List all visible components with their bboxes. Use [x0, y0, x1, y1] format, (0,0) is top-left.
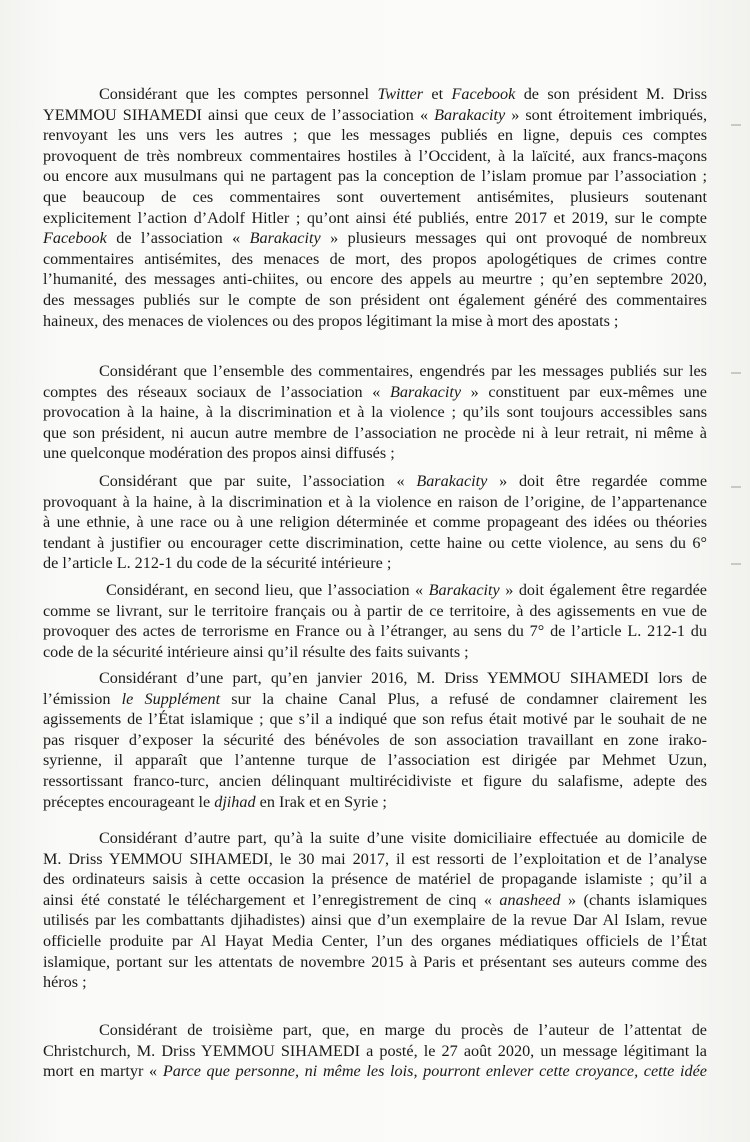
text-line: [43, 492, 707, 513]
text-line: [43, 750, 707, 771]
text-line: [43, 972, 707, 993]
text-run: explicitement l’action d’Adolf Hitler ; qu’ont ainsi été publiés, entre 2017 et 2019, sur le compte: [43, 208, 707, 227]
text-line: [43, 187, 707, 208]
text-run: et: [423, 85, 452, 103]
text-line: [43, 125, 707, 146]
italic-text: Barakacity: [390, 382, 462, 401]
text-line: [43, 730, 707, 751]
text-line: [43, 910, 707, 931]
text-run: que beaucoup de ces commentaires sont ouvertement antisémites, plusieurs soutenant: [43, 187, 707, 206]
text-run: Considérant que les comptes personnel: [99, 85, 378, 103]
text-line: [43, 828, 707, 849]
text-run: l’humanité, des messages anti-chiites, ou encore des appels au meurtre ; qu’en septembre 2020,: [43, 270, 707, 289]
text-line: [43, 269, 707, 290]
text-line: [43, 952, 707, 973]
italic-text: djihad: [214, 792, 256, 811]
paragraph-2: [43, 361, 707, 464]
text-line: [43, 601, 707, 622]
text-run: l’émission: [43, 689, 122, 708]
text-run: YEMMOU SIHAMEDI ainsi que ceux de l’association «: [43, 105, 435, 124]
text-run: pas risquer d’exposer la sécurité des bénévoles de son association travaillant en zone irako-: [43, 730, 707, 749]
text-line: [43, 512, 707, 533]
text-run: provoquer des actes de terrorisme en France ou à l’étranger, au sens du 7° de l’article L. 212-1 du: [43, 622, 707, 641]
text-run: » sont étroitement imbriqués,: [505, 105, 707, 124]
text-run: haineux, des menaces de violences ou des propos légitimant la mise à mort des apostats ;: [43, 311, 619, 330]
text-line: [43, 361, 707, 382]
text-line: [43, 792, 707, 813]
italic-text: le Supplément: [121, 689, 221, 708]
text-run: Considérant d’une part, qu’en janvier 2016, M. Driss YEMMOU SIHAMEDI lors de: [99, 669, 707, 687]
text-run: ressortissant franco-turc, ancien délinquant multirécidiviste et figure du salafisme, adepte des: [43, 771, 707, 790]
text-run: comptes des réseaux sociaux de l’association «: [43, 382, 391, 401]
paragraph-1: [43, 84, 707, 331]
italic-text: Twitter: [377, 85, 424, 103]
text-line: [43, 533, 707, 554]
text-run: commentaires antisémites, des menaces de mort, des propos apologétiques de crimes contre: [43, 249, 707, 268]
margin-mark: [731, 486, 741, 488]
paragraph-4: [43, 580, 707, 662]
text-run: utilisés par les combattants djihadistes) ainsi que d’un exemplaire de la revue Dar Al Islam, revue: [43, 911, 707, 930]
text-run: » (chants islamiques: [560, 890, 708, 909]
text-line: [43, 869, 707, 890]
text-line: [43, 668, 707, 689]
text-line: [43, 849, 707, 870]
text-line: [43, 228, 707, 249]
text-run: provoquent de très nombreux commentaires hostiles à l’Occident, à la laïcité, aux francs-maçons: [43, 146, 707, 165]
text-run: à une ethnie, à une race ou à une religion déterminée et comme propageant des idées ou théories: [43, 513, 707, 532]
text-run: comme se livrant, sur le territoire français ou à partir de ce territoire, à des agissements en vue de: [43, 601, 707, 620]
italic-text: Barakacity: [428, 581, 500, 599]
text-line: [43, 105, 707, 126]
text-line: [43, 443, 707, 464]
paragraph-6: [43, 828, 707, 993]
text-line: [43, 1061, 707, 1082]
text-run: tendant à justifier ou encourager cette discrimination, cette haine ou cette violence, au sens du 6°: [43, 533, 707, 552]
text-run: sur la chaine Canal Plus, a refusé de condamner clairement les: [220, 689, 707, 708]
text-line: [43, 553, 707, 574]
text-line: [43, 931, 707, 952]
text-run: héros ;: [43, 973, 87, 992]
text-run: une quelconque modération des propos ainsi diffusés ;: [43, 444, 395, 463]
text-line: [43, 402, 707, 423]
italic-text: anasheed: [499, 890, 561, 909]
text-run: provocation à la haine, à la discrimination et à la violence ; qu’ils sont toujours accessibles sans: [43, 403, 707, 422]
text-run: M. Driss YEMMOU SIHAMEDI, le 30 mai 2017, il est ressorti de l’exploitation et de l’analyse: [43, 849, 707, 868]
text-line: [43, 689, 707, 710]
text-line: [43, 423, 707, 444]
text-run: de son président M. Driss: [515, 85, 707, 103]
text-line: [43, 249, 707, 270]
text-line: [43, 84, 707, 105]
text-run: Considérant de troisième part, que, en marge du procès de l’auteur de l’attentat de: [99, 1021, 707, 1039]
margin-mark: [731, 124, 741, 126]
text-line: [43, 580, 707, 601]
text-line: [43, 166, 707, 187]
italic-text: Facebook: [451, 85, 516, 103]
text-run: préceptes encourageant le: [43, 792, 215, 811]
text-run: » doit être regardée comme: [487, 472, 708, 490]
text-line: [43, 1041, 707, 1062]
italic-text: Barakacity: [434, 105, 506, 124]
text-line: [43, 709, 707, 730]
text-run: agissements de l’État islamique ; que s’il a indiqué que son refus était motivé par le souhait de ne: [43, 710, 707, 729]
margin-mark: [731, 372, 741, 374]
text-line: [43, 311, 707, 332]
italic-text: Parce que personne, ni même les lois, pourront enlever cette croyance, cette idée: [162, 1062, 707, 1081]
text-line: [43, 621, 707, 642]
italic-text: Facebook: [43, 229, 107, 248]
text-run: » plusieurs messages qui ont provoqué de nombreux: [320, 229, 708, 248]
text-run: Considérant, en second lieu, que l’association «: [106, 581, 429, 599]
paragraph-5: [43, 668, 707, 812]
text-line: [43, 1020, 707, 1041]
text-run: Considérant que l’ensemble des commentaires, engendrés par les messages publiés sur les: [99, 362, 707, 380]
text-run: de l’association «: [106, 229, 250, 248]
paragraph-3: [43, 471, 707, 574]
text-run: des ordinateurs saisis à cette occasion la présence de matériel de propagande islamiste ; qu’il a: [43, 870, 707, 889]
text-run: en Irak et en Syrie ;: [255, 792, 387, 811]
text-line: [43, 471, 707, 492]
text-line: [43, 771, 707, 792]
text-run: » doit également être regardée: [499, 581, 707, 599]
text-run: Considérant que par suite, l’association «: [99, 472, 417, 490]
text-run: Considérant d’autre part, qu’à la suite d’une visite domiciliaire effectuée au domicile de: [99, 829, 707, 847]
italic-text: Barakacity: [249, 229, 321, 248]
italic-text: Barakacity: [416, 472, 488, 490]
text-run: mort en martyr «: [43, 1062, 163, 1081]
text-line: [43, 146, 707, 167]
text-run: que son président, ni aucun autre membre de l’association ne procède ni à leur retrait, ni même à: [43, 423, 707, 442]
text-run: ou encore aux musulmans qui ne partagent pas la conception de l’islam promue par l’association ;: [43, 167, 707, 186]
text-line: [43, 890, 707, 911]
text-run: code de la sécurité intérieure ainsi qu’il résulte des faits suivants ;: [43, 642, 469, 661]
text-line: [43, 290, 707, 311]
text-run: provoquant à la haine, à la discrimination et à la violence en raison de l’origine, de l’appartenance: [43, 492, 707, 511]
text-run: ainsi été constaté le téléchargement et l’enregistrement de cinq «: [43, 890, 500, 909]
text-run: des messages publiés sur le compte de son président ont également généré des commentaires: [43, 290, 707, 309]
text-run: de l’article L. 212-1 du code de la sécurité intérieure ;: [43, 554, 392, 573]
text-run: renvoyant les uns vers les autres ; que les messages publiés en ligne, depuis ces comptes: [43, 126, 707, 145]
text-run: » constituent par eux-mêmes une: [461, 382, 707, 401]
text-run: islamique, portant sur les attentats de novembre 2015 à Paris et présentant ses auteurs comme des: [43, 952, 707, 971]
margin-mark: [731, 563, 741, 565]
text-run: syrienne, il apparaît que l’antenne turque de l’association est dirigée par Mehmet Uzun,: [43, 751, 707, 770]
text-line: [43, 382, 707, 403]
text-run: Christchurch, M. Driss YEMMOU SIHAMEDI a posté, le 27 août 2020, un message légitimant la: [43, 1041, 707, 1060]
text-line: [43, 208, 707, 229]
text-line: [43, 642, 707, 663]
paragraph-7: [43, 1020, 707, 1082]
text-run: officielle produite par Al Hayat Media Center, l’un des organes médiatiques officiels de l’État: [43, 931, 707, 950]
